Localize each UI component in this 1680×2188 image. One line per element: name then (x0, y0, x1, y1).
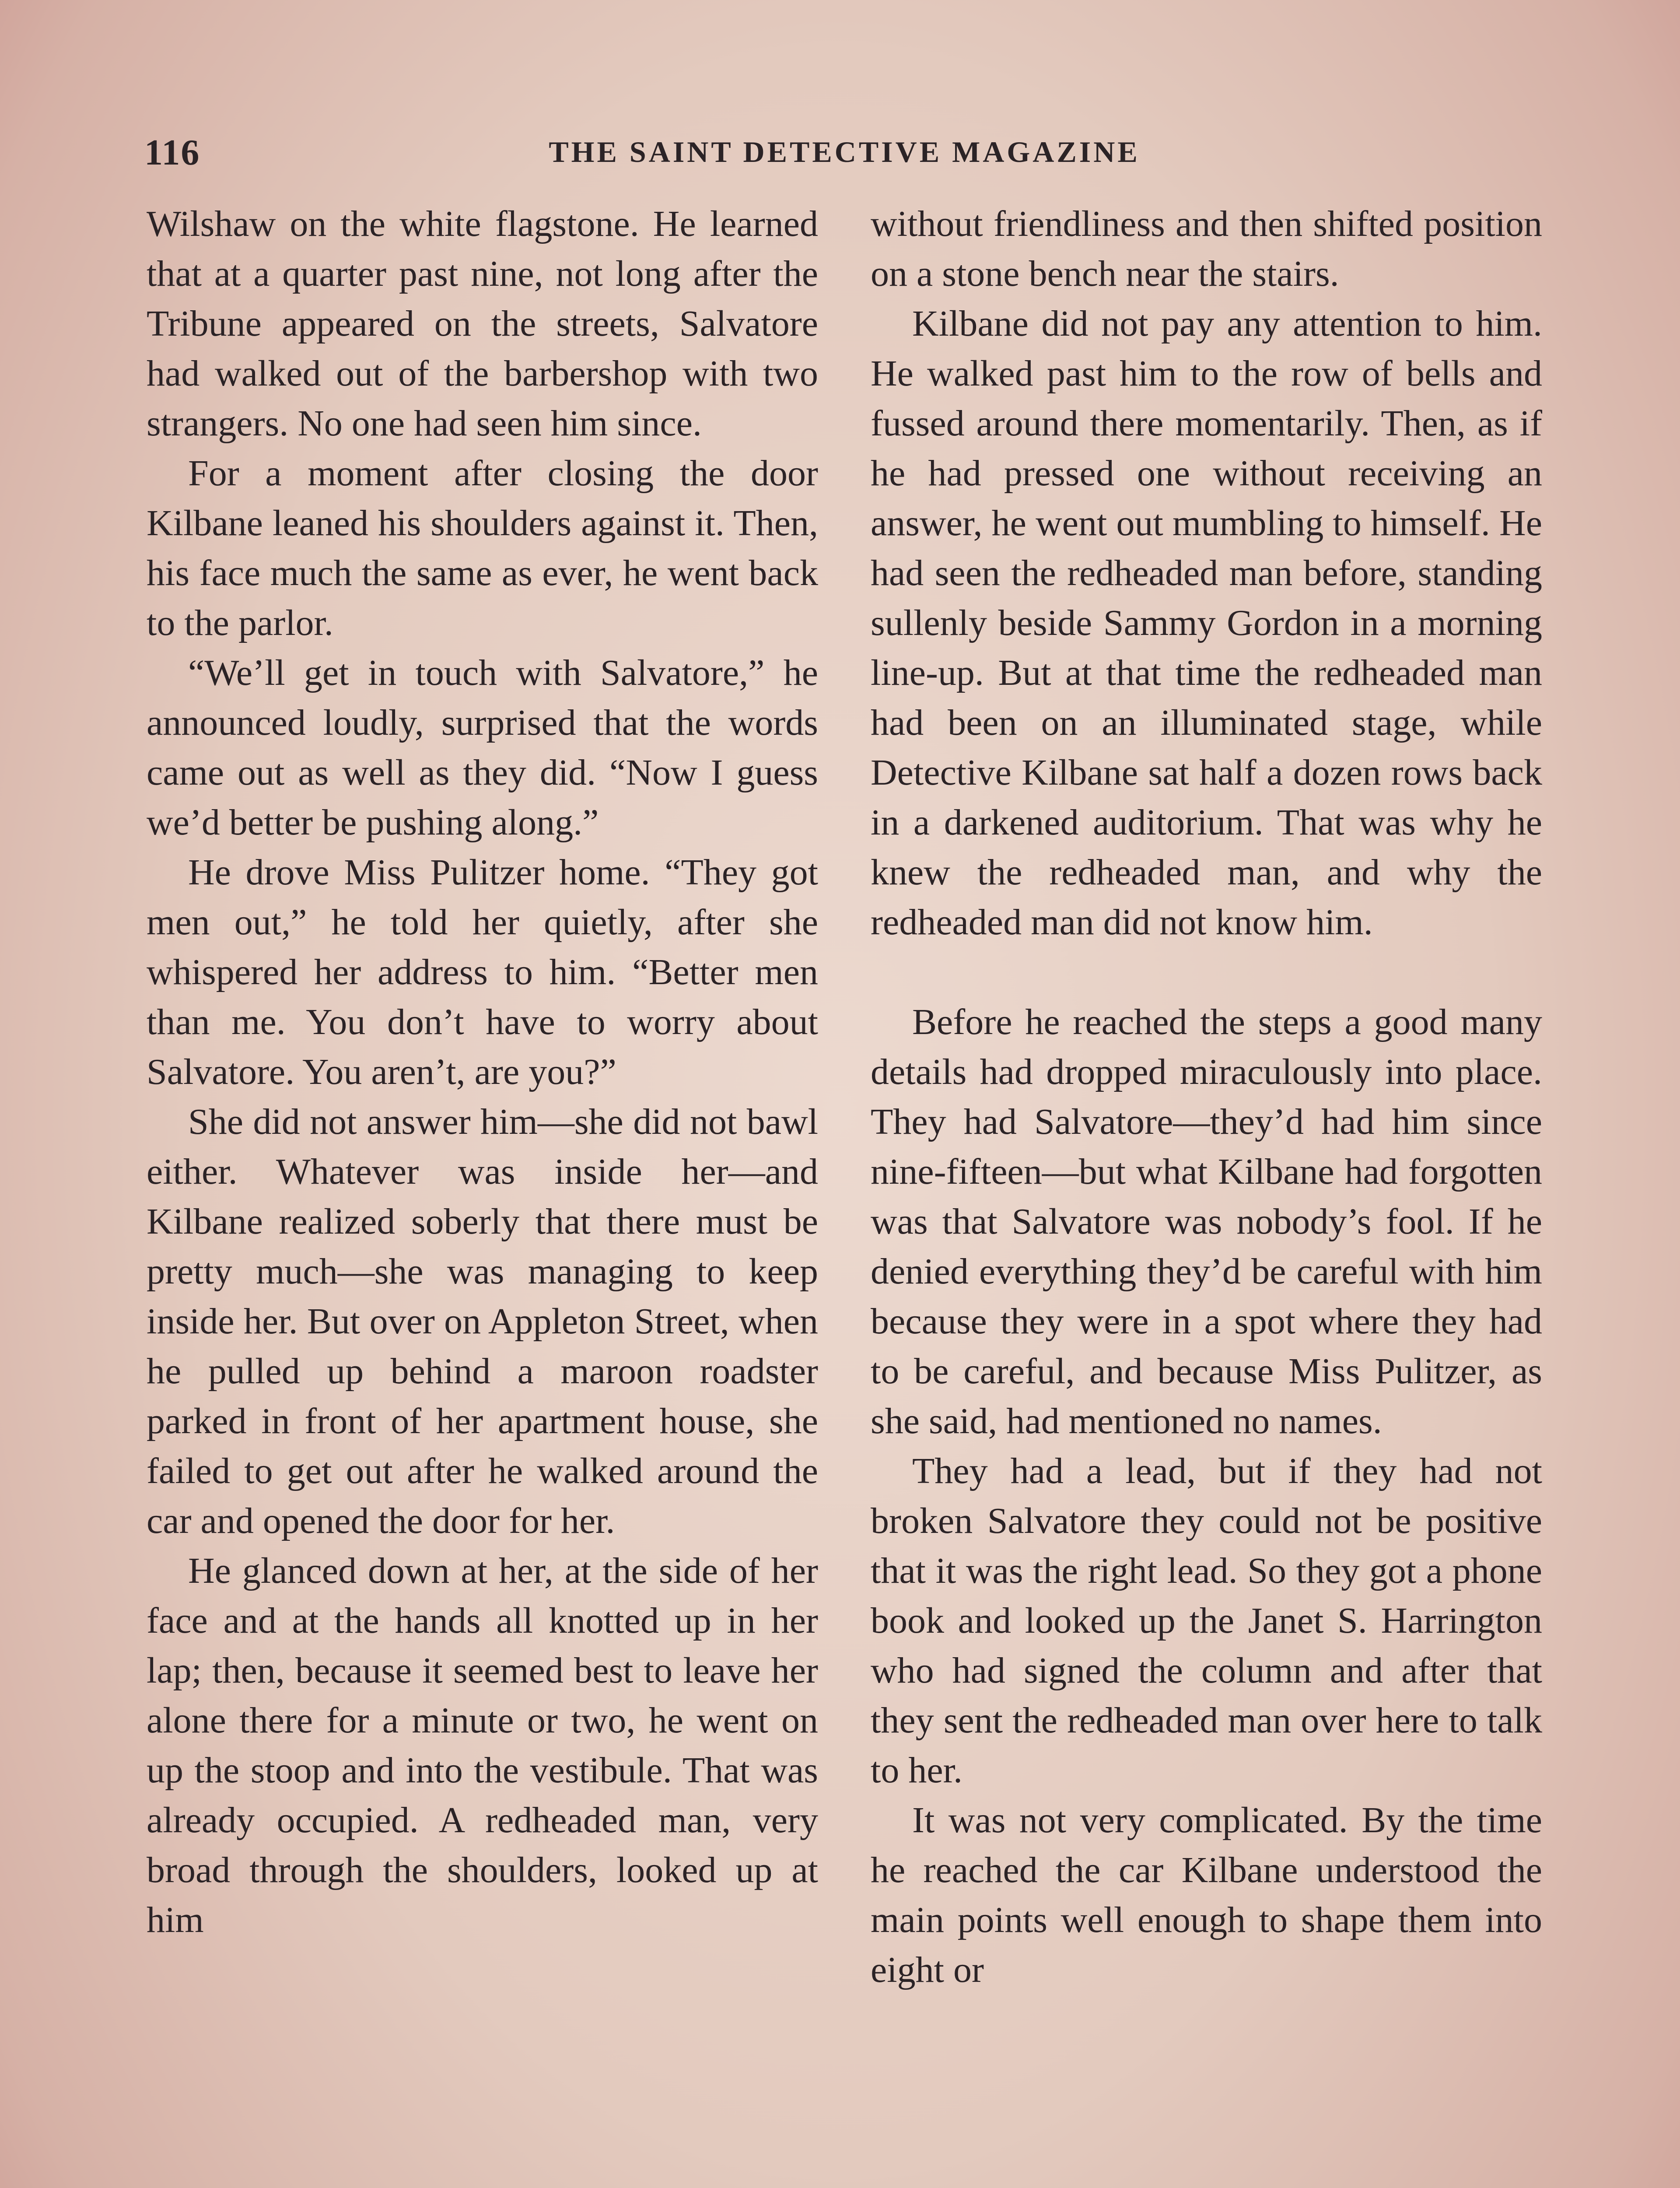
paragraph: He glanced down at her, at the side of her face and at the hands all knotted up in her lap; then, because it seemed best to leave her alone there for a minute or two, he went on up the stoop and into the vestibule. That was already occupied. A redheaded man, very broad through the shoulders, looked up at him (147, 1550, 818, 1940)
paragraph: For a moment after closing the door Kilbane leaned his shoulders against it. Then, his face much the same as ever, he went back to the parlor. (147, 453, 818, 643)
paragraph: Wilshaw on the white flagstone. He learned that at a quarter past nine, not long after the Tribune appeared on the streets, Salvatore had walked out of the barbershop with two strangers. No one had seen him since. (147, 203, 818, 444)
paragraph: They had a lead, but if they had not broken Salvatore they could not be positive that it was the right lead. So they got a phone book and looked up the Janet S. Harrington who had signed the column and after that they sent the redheaded man over here to talk to her. (871, 1451, 1542, 1791)
paragraph: Kilbane did not pay any attention to him. He walked past him to the row of bells and fussed around there momentarily. Then, as if he had pressed one without receiving an answer, he went out mumbling to himself. He had seen the redheaded man before, standing sullenly beside Sammy Gordon in a morning line-up. But at that time the redheaded man had been on an illuminated stage, while Detective Kilbane sat half a dozen rows back in a darkened auditorium. That was why he knew the redheaded man, and why the redheaded man did not know him. (871, 303, 1542, 943)
paragraph: “We’ll get in touch with Salvatore,” he announced loudly, surprised that the words came out as well as they did. “Now I guess we’d better be pushing along.” (147, 652, 818, 843)
page-header (144, 131, 1544, 179)
paragraph: It was not very complicated. By the time he reached the car Kilbane understood the main points well enough to shape them into eight or (871, 1800, 1542, 1990)
paragraph: without friendliness and then shifted position on a stone bench near the stairs. (871, 203, 1542, 294)
paragraph: She did not answer him—she did not bawl either. Whatever was inside her—and Kilbane realized soberly that there must be pretty much—she was managing to keep inside her. But over on Appleton Street, when he pulled up behind a maroon roadster parked in front of her apartment house, she failed to get out after he walked around the car and opened the door for her. (147, 1101, 818, 1541)
page-number: 116 (144, 132, 200, 173)
left-column (147, 199, 818, 1945)
paragraph: He drove Miss Pulitzer home. “They got men out,” he told her quietly, after she whispered her address to him. “Better men than me. You don’t have to worry about Salvatore. You aren’t, are you?” (147, 852, 818, 1092)
right-column (871, 199, 1542, 1995)
running-head: THE SAINT DETECTIVE MAGAZINE (549, 135, 1140, 168)
paragraph: Before he reached the steps a good many details had dropped miraculously into place. They had Salvatore—they’d had him since nine-fifteen—but what Kilbane had forgotten was that Salvatore was nobody’s fool. If he denied everything they’d be careful with him because they were in a spot where they had to be careful, and because Miss Pulitzer, as she said, had mentioned no names. (871, 1002, 1542, 1441)
